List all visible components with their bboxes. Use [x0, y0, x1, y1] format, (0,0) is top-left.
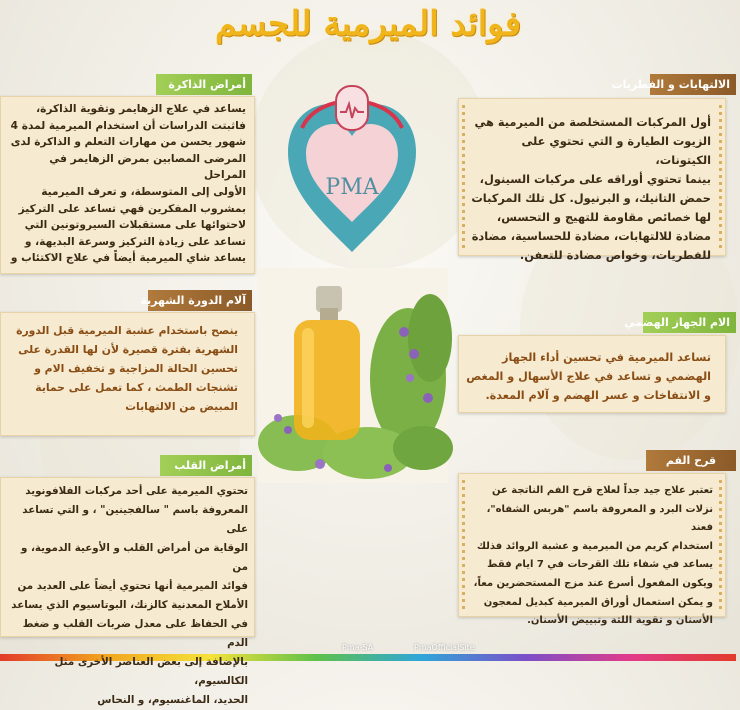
memory-line: الأولى إلى المتوسطة، و تعرف الميرمية: [41, 185, 246, 198]
page-title: فوائد الميرمية للجسم: [215, 4, 521, 44]
memory-line: فاثبتت الدراسات أن استخدام الميرمية لمدة 4: [10, 119, 246, 132]
sage-oil-photo: [258, 268, 448, 483]
header-memory: [156, 74, 252, 95]
inflammation-line: مضادة للالتهابات، مضادة للحساسية، مضادة: [471, 229, 711, 243]
inflammation-line: أول المركبات المستخلصة من الميرمية هي: [474, 115, 711, 129]
inflammation-line: حمض التانيك، و البرنيول. كل تلك المركبات: [471, 191, 711, 205]
inflammation-line: لها خصائص مقاومة للتهيج و التحسس،: [496, 210, 711, 224]
memory-line: يساعد في علاج الزهايمر وتقوية الذاكرة،: [36, 103, 246, 115]
mouth-line: نزلات البرد و المعروفة باسم "هربس الشفاه"، فعند: [486, 503, 713, 534]
digestive-line: و الانتفاخات و عسر الهضم و آلام المعدة.: [485, 389, 711, 402]
box-menstrual: [0, 312, 255, 436]
menstrual-line: تحسين الحالة المزاجية و تخفيف الام و: [34, 362, 238, 375]
box-mouth: [458, 473, 726, 627]
menstrual-line: الشهرية بفترة قصيرة لأن لها القدرة على: [18, 343, 238, 356]
box-digestive: [458, 335, 726, 413]
mouth-line: ويكون المفعول أسرع عند مزج المستحضرين معاً،: [473, 577, 713, 589]
memory-line: المرضى المصابين بمرض الزهايمر في المراحل: [49, 152, 246, 182]
mouth-line: يساعد في شفاء تلك القرحات في 7 ايام فقط: [487, 559, 713, 571]
box-heart: [0, 477, 255, 706]
menstrual-line: ينصح باستخدام عشبة الميرمية قبل الدورة: [16, 324, 238, 337]
heart-line: الحديد، الماغنسيوم، و النحاس: [97, 694, 248, 706]
header-inflammation: [611, 74, 736, 95]
inflammation-line: للفطريات، وخواص مضادة للتعفن.: [519, 248, 711, 262]
memory-line: يساعد شاي الميرمية أيضاً في علاج الاكتئاب و: [10, 252, 246, 265]
memory-line: تساعد على زيادة التركيز وسرعة البديهة، و: [24, 235, 246, 248]
credit-right: PmaOfficialSite: [414, 643, 475, 652]
header-menstrual-label: آلام الدورة الشهرية: [140, 294, 246, 307]
header-mouth: [646, 450, 736, 471]
mouth-line: تعتبر علاج جيد جداً لعلاج قرح الفم الناتجة عن: [491, 485, 713, 496]
heart-line: بالإضافة إلى بعض العناصر الأخرى مثل الكالسيوم،: [54, 656, 248, 687]
header-digestive: [624, 312, 736, 333]
memory-line: لاحتوائها على مستقبلات السيروتونين التي: [24, 219, 246, 232]
mouth-line: و يمكن استعمال أوراق الميرمية كبديل لمعجون: [483, 596, 713, 608]
heart-line: في الحفاظ على معدل ضربات القلب و ضغط الدم: [22, 618, 248, 649]
logo-text: PMA: [325, 175, 379, 200]
logo-pill: [336, 86, 368, 130]
menstrual-line: تشنجات الطمث ، كما تعمل على حماية: [35, 381, 238, 394]
inflammation-line: الزيوت الطيارة و التي تحتوي على الكيتونات،: [521, 134, 711, 167]
box-memory: [0, 96, 255, 274]
digestive-line: الهضمي و تساعد في علاج الأسهال و المغص: [466, 370, 711, 383]
memory-line: بمشروب المفكرين فهي تساعد على التركيز: [18, 202, 246, 215]
heart-line: الوقاية من أمراض القلب و الأوعية الدموية، و من: [21, 542, 248, 573]
box-inflammation: [458, 98, 726, 262]
pma-heart-logo: [282, 82, 422, 262]
mouth-line: استخدام كريم من الميرمية و عشبة الروائد فذلك: [476, 540, 713, 552]
digestive-line: تساعد الميرمية في تحسين أداء الجهاز: [502, 351, 711, 364]
header-heart-label: أمراض القلب: [174, 459, 246, 472]
inflammation-line: بينما تحتوي أوراقه على مركبات السينول،: [479, 172, 711, 186]
heart-line: المعروفة باسم " سالفجينين" ، و التي تساعد على: [22, 504, 248, 535]
memory-line: شهور يحسن من مهارات التعلم و الذاكرة لدى: [10, 136, 246, 149]
header-heart: [160, 455, 252, 476]
menstrual-line: المبيض من الالتهابات: [125, 400, 238, 413]
mouth-line: الأسنان و تقوية اللثة وتبييض الأسنان.: [527, 615, 713, 627]
header-digestive-label: الام الجهاز الهضمي: [624, 316, 730, 329]
credit-left: Pma-SA: [342, 643, 374, 652]
header-mouth-label: قرح الفم: [665, 454, 717, 467]
heart-line: الأملاح المعدنية كالزنك، البوتاسيوم الذي يساعد: [11, 599, 248, 611]
header-memory-label: أمراض الذاكرة: [168, 78, 246, 91]
header-inflammation-label: الالتهابات و الفطريات: [611, 78, 730, 91]
header-menstrual: [140, 290, 252, 311]
heart-line: تحتوي الميرمية على أحد مركبات الفلافونويد: [25, 485, 248, 497]
heart-line: فوائد الميرمية أنها تحتوي أيضاً على العديد من: [17, 580, 248, 592]
